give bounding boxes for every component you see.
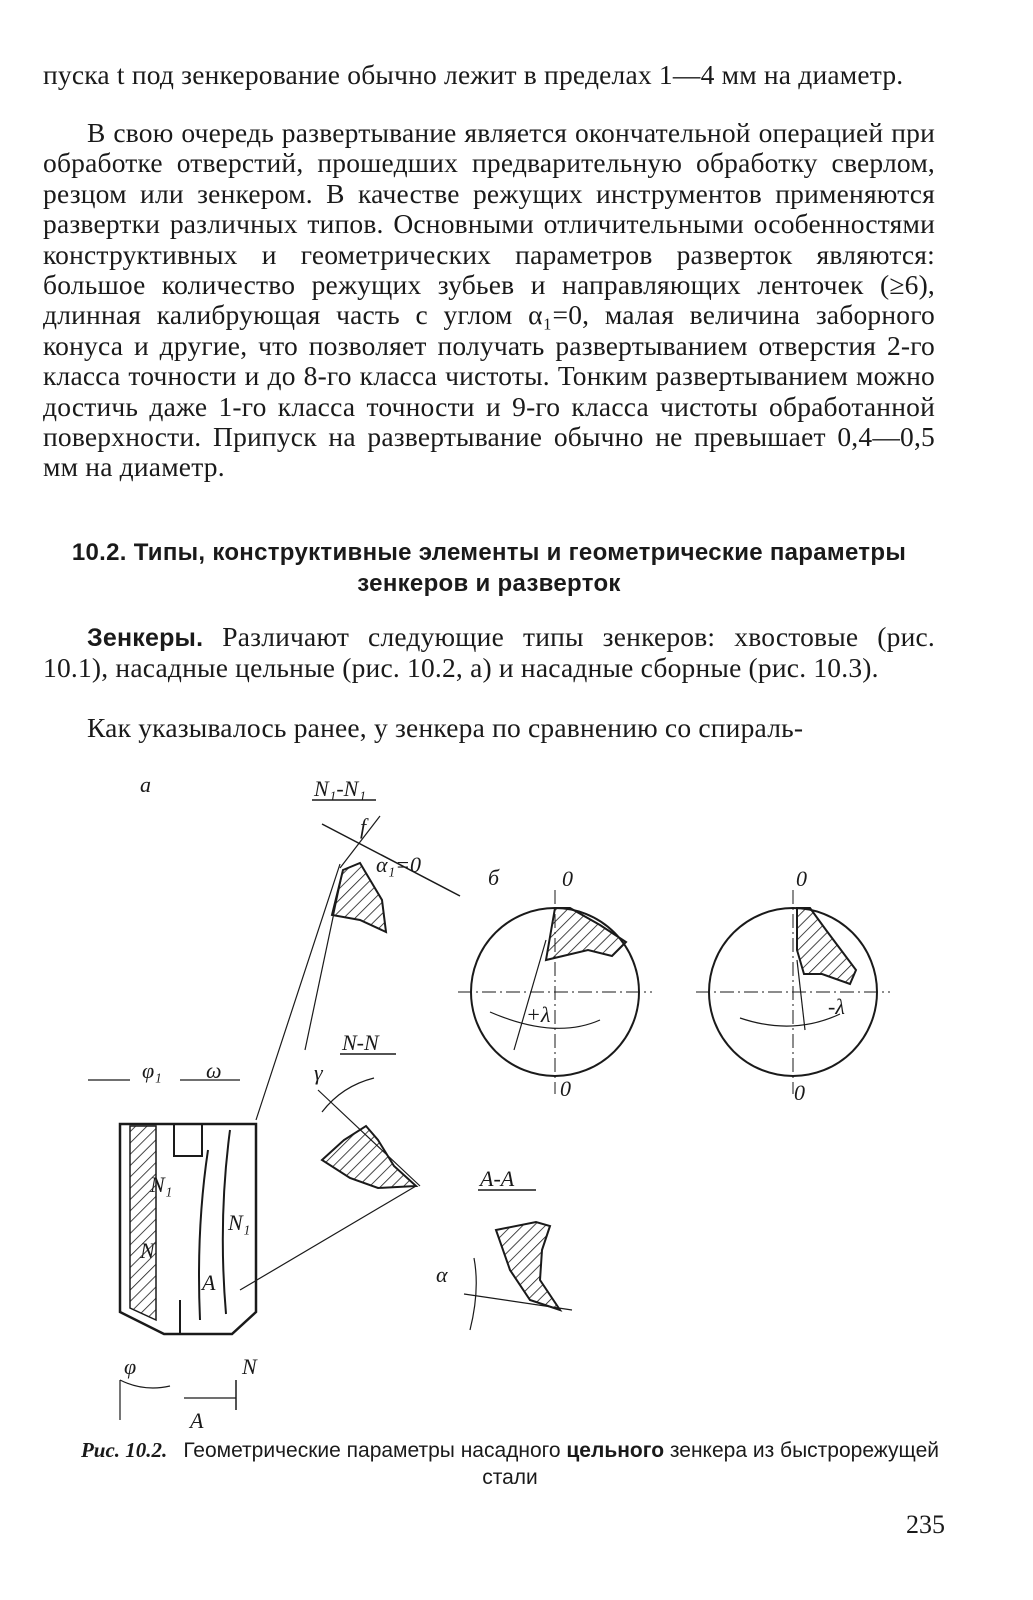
caption-text: Геометрические параметры насадного: [183, 1439, 567, 1462]
section-heading: 10.2. Типы, конструктивные элементы и геометрические параметры зенкеров и разверток: [71, 539, 907, 597]
paragraph-text: Как указывалось ранее, у зенкера по сравнению со спираль-: [87, 712, 804, 743]
alpha-arc: [470, 1258, 476, 1330]
figure-countersink-geometry: [60, 760, 960, 1440]
lambda-arc-neg: [740, 1014, 840, 1026]
paragraph-text: Различают следующие типы зенкеров: хвостовые (рис. 10.1), насадные цельные (рис. 10.2, а) и насадные сборные (рис. 10.3).: [43, 621, 935, 684]
mark-n1-right: N₁: [228, 1210, 251, 1235]
mark-n1-left: N₁: [150, 1172, 173, 1197]
mark-n-right: N: [242, 1354, 257, 1379]
label-section-n1: N₁-N₁: [314, 776, 366, 801]
keyway-slot: [174, 1124, 202, 1156]
projection-line: [305, 870, 343, 1050]
caption-text-end: зенкера из быстрорежущей стали: [482, 1439, 939, 1489]
phi-arc: [120, 1380, 170, 1388]
label-view-a: а: [140, 772, 151, 797]
label-phi1: φ₁: [142, 1058, 162, 1083]
projection-line-n: [240, 1186, 416, 1290]
tooth-profile-n: [322, 1126, 416, 1188]
tooth-profile-negative: [797, 908, 856, 984]
mark-a-upper: A: [202, 1270, 216, 1295]
label-alpha: α: [436, 1262, 448, 1287]
caption-emphasis: цельного: [566, 1439, 665, 1462]
caption-number: Рис. 10.2.: [80, 1438, 168, 1462]
label-phi: φ: [124, 1354, 137, 1379]
gamma-arc: [322, 1078, 374, 1112]
paragraph-intro: [43, 713, 935, 743]
label-view-b: б: [488, 865, 500, 890]
mark-a-lower: A: [190, 1408, 204, 1433]
paragraph-text: В свою очередь развертывание является окончательной операцией при обработке отверстий, прошедших предварительную обработку сверлом, резцом или зенкером. В качестве режущих инструментов применяются развертки различных типов. Основными отличительными особенностями конструктивных и геометрических параметров разверток являются: большое количество режущих зубьев и направляющих ленточек (≥6), длинная калибрующая часть с углом α₁=0, малая величина заборного конуса и другие, что позволяет получать развертыванием отверстия 2-го класса точности и до 8-го класса чистоты. Тонким развертыванием можно достичь даже 1-го класса точности и 9-го класса чистоты обработанной поверхности. Припуск на развертывание обычно не превышает 0,4—0,5 мм на диаметр.: [43, 117, 935, 483]
label-alpha1: α₁=0: [376, 852, 422, 877]
paragraph-continuation: [43, 60, 935, 90]
paragraph-countersinks: [43, 622, 935, 684]
lambda-line-pos: [514, 940, 546, 1050]
tooth-profile-positive: [546, 908, 626, 960]
projection-line-top: [256, 864, 340, 1120]
label-section-n: N-N: [342, 1030, 379, 1055]
label-omega: ω: [206, 1058, 222, 1083]
paragraph-reaming: [43, 118, 935, 483]
body-section-hatch: [130, 1126, 156, 1320]
tooth-profile-a: [496, 1222, 560, 1310]
label-zero-top-right: 0: [796, 866, 807, 891]
page-number: 235: [906, 1510, 945, 1539]
label-zero-bottom-left: 0: [560, 1076, 571, 1101]
label-zero-top-left: 0: [562, 866, 573, 891]
label-lambda-pos: +λ: [526, 1002, 551, 1027]
paragraph-text: пуска t под зенкерование обычно лежит в пределах 1—4 мм на диаметр.: [43, 59, 904, 90]
figure-caption: [70, 1437, 950, 1491]
mark-n-left: N: [140, 1238, 155, 1263]
label-lambda-neg: -λ: [828, 994, 845, 1019]
label-section-a: A-A: [480, 1166, 515, 1191]
label-zero-bottom-right: 0: [794, 1080, 805, 1105]
label-gamma: γ: [314, 1060, 323, 1085]
label-f: f: [360, 814, 367, 839]
paragraph-lead: Зенкеры.: [87, 624, 204, 652]
technical-drawing: [60, 760, 960, 1440]
